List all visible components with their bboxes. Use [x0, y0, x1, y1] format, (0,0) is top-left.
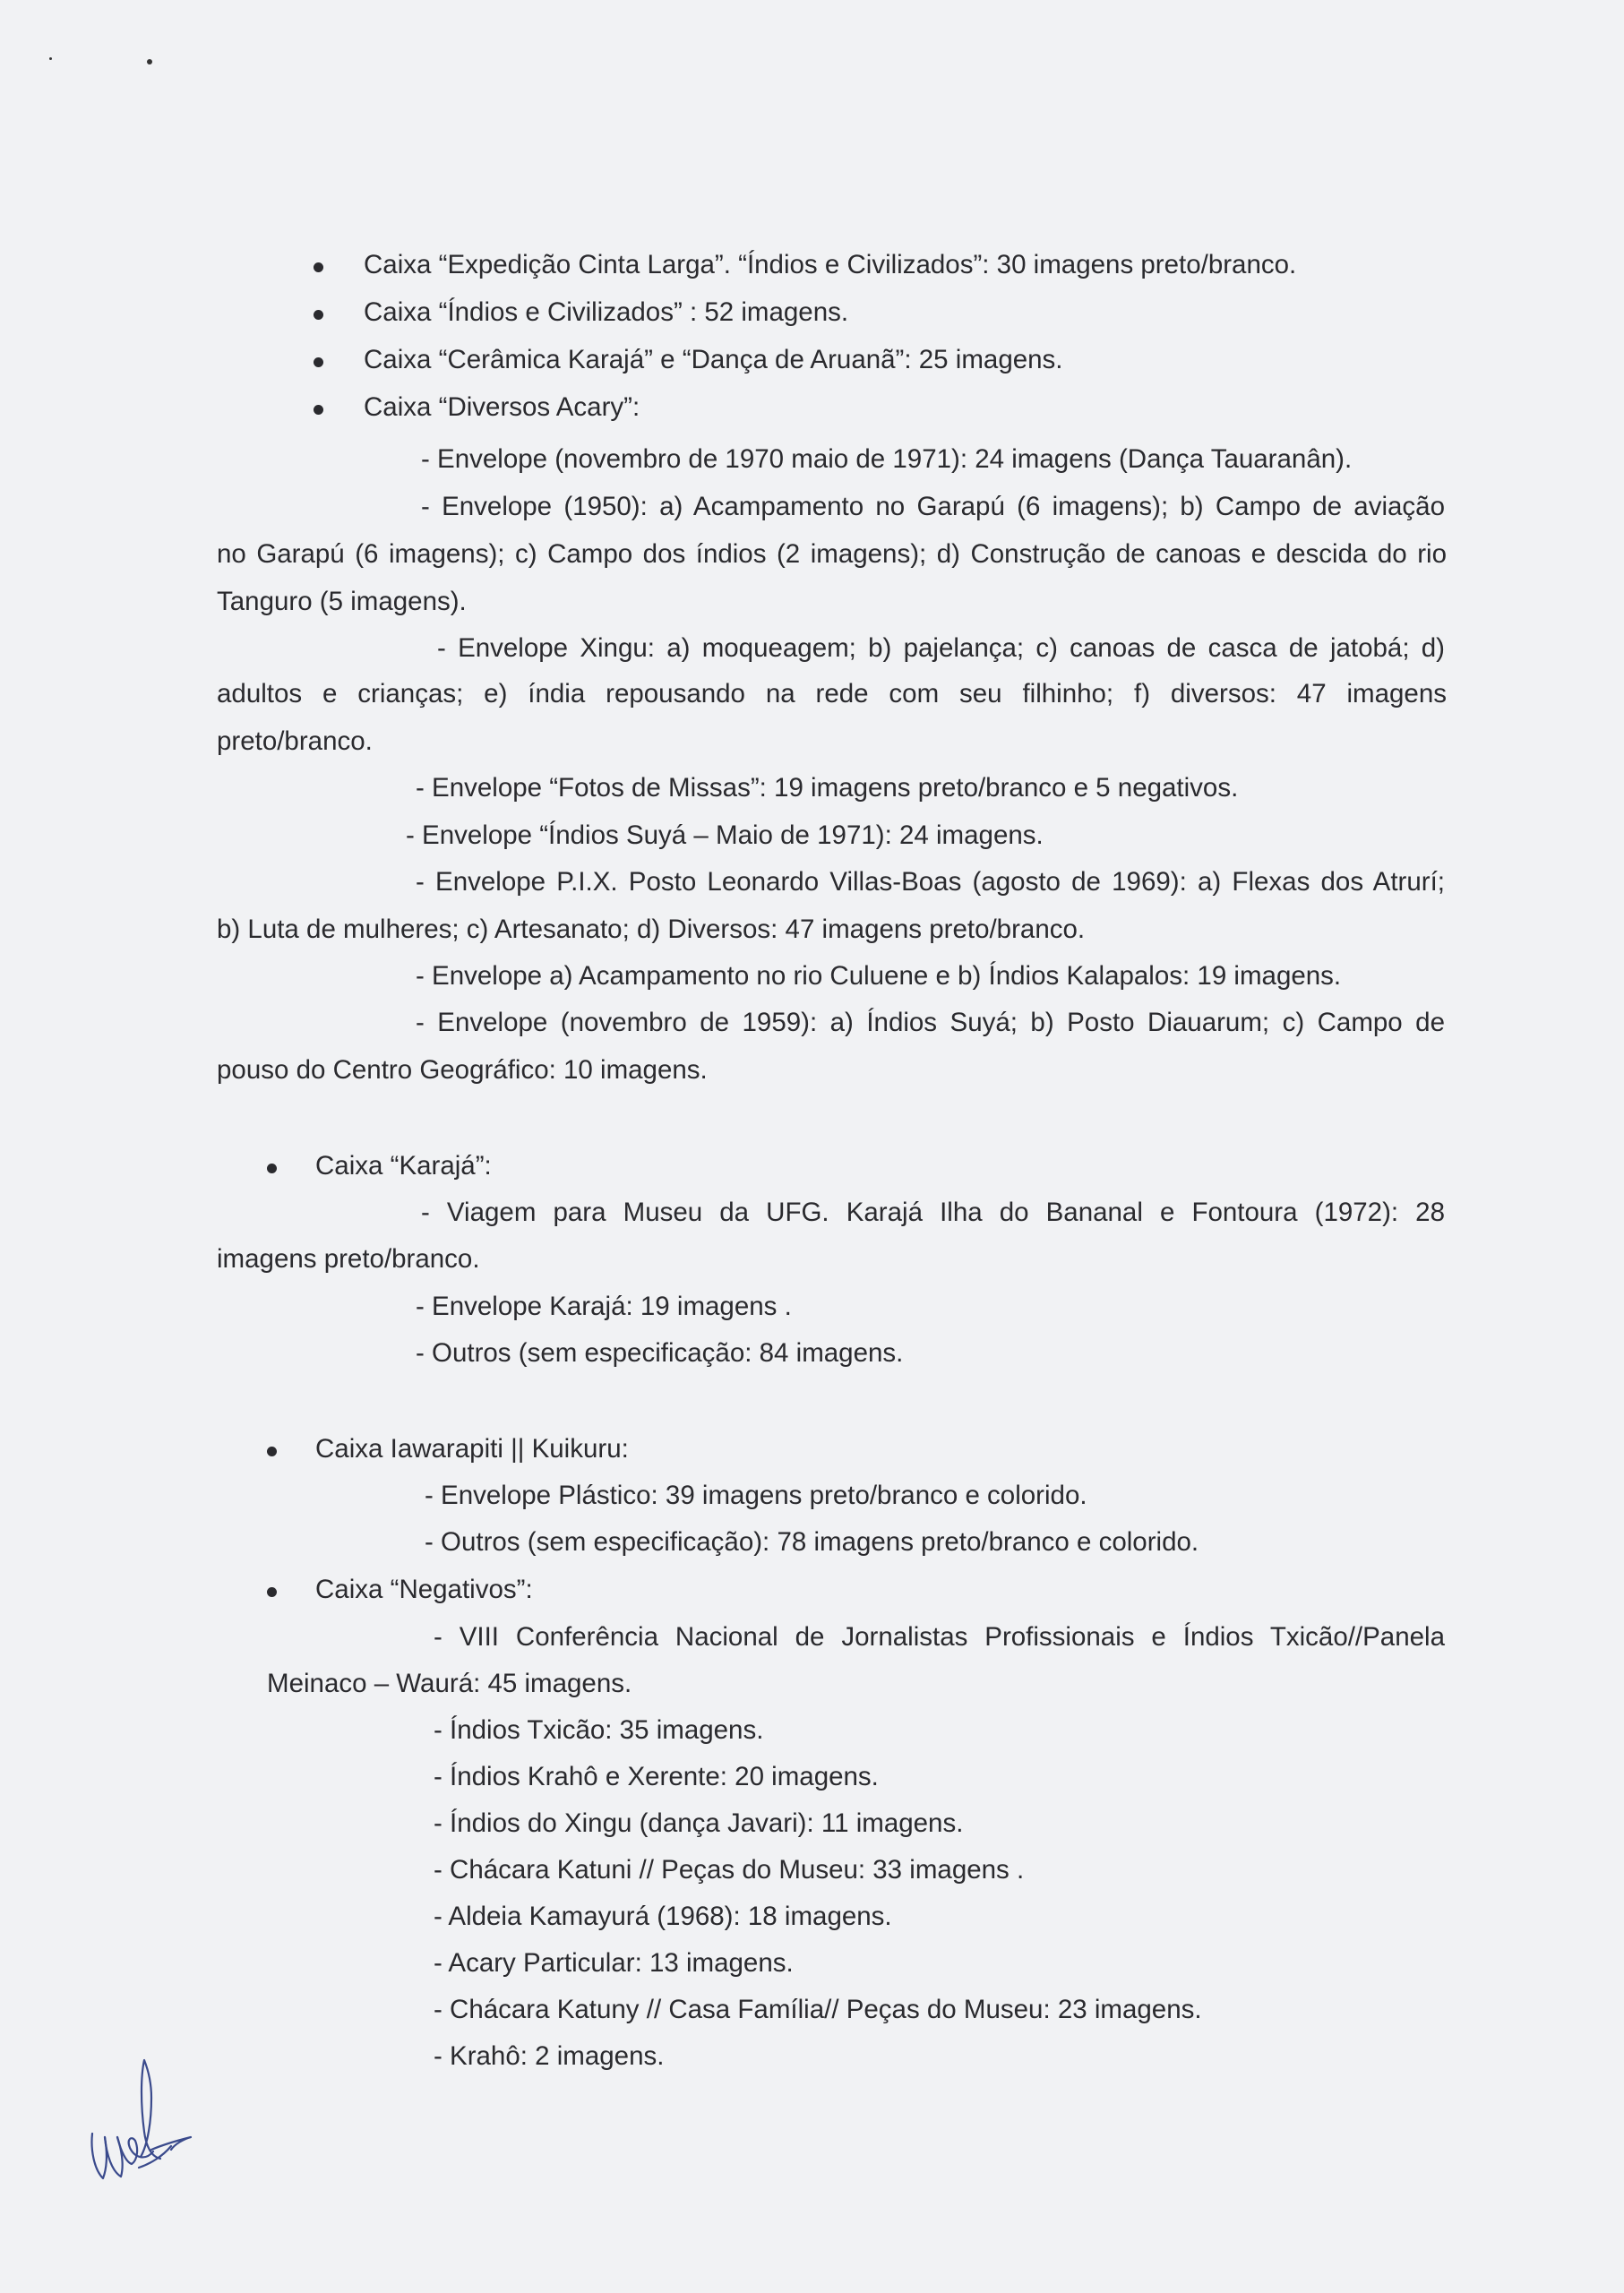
signature-initials — [85, 2051, 202, 2203]
text-line: no Garapú (6 imagens); c) Campo dos índios (2 imagens); d) Construção de canoas e descida do rio — [217, 539, 1447, 569]
text-line: - Envelope “Fotos de Missas”: 19 imagens preto/branco e 5 negativos. — [416, 773, 1239, 803]
text-line: Meinaco – Waurá: 45 imagens. — [267, 1669, 632, 1698]
text-line: - Índios Txicão: 35 imagens. — [434, 1715, 764, 1745]
scan-speck — [147, 59, 152, 64]
bullet — [314, 310, 323, 320]
text-line: - Outros (sem especificação: 84 imagens. — [416, 1338, 904, 1368]
bullet — [314, 405, 323, 415]
text-line: - Envelope Plástico: 39 imagens preto/branco e colorido. — [425, 1481, 1087, 1510]
list-item: Caixa “Expedição Cinta Larga”. “Índios e Civilizados”: 30 imagens preto/branco. — [364, 250, 1297, 279]
text-line: - Chácara Katuni // Peças do Museu: 33 imagens . — [434, 1855, 1025, 1885]
bullet — [267, 1587, 277, 1597]
text-line: - Índios do Xingu (dança Javari): 11 imagens. — [434, 1808, 964, 1838]
text-line: - Envelope a) Acampamento no rio Culuene e b) Índios Kalapalos: 19 imagens. — [416, 961, 1342, 991]
text-line: - Krahô: 2 imagens. — [434, 2041, 665, 2071]
text-line: - Envelope (novembro de 1970 maio de 1971): 24 imagens (Dança Tauaranân). — [421, 444, 1353, 474]
text-line: - Aldeia Kamayurá (1968): 18 imagens. — [434, 1902, 892, 1931]
text-line: adultos e crianças; e) índia repousando na rede com seu filhinho; f) diversos: 47 imagens — [217, 679, 1447, 709]
text-line: - Envelope Karajá: 19 imagens . — [416, 1292, 792, 1321]
bullet — [267, 1164, 277, 1173]
text-line: - Envelope (1950): a) Acampamento no Garapú (6 imagens); b) Campo de aviação — [421, 492, 1445, 521]
text-line: - Envelope P.I.X. Posto Leonardo Villas-Boas (agosto de 1969): a) Flexas dos Atrurí; — [416, 867, 1445, 897]
list-item: Caixa “Negativos”: — [315, 1575, 533, 1604]
list-item: Caixa Iawarapiti || Kuikuru: — [315, 1434, 629, 1464]
text-line: - Viagem para Museu da UFG. Karajá Ilha do Bananal e Fontoura (1972): 28 — [421, 1198, 1445, 1227]
scan-speck — [49, 57, 52, 60]
text-line: - Acary Particular: 13 imagens. — [434, 1948, 794, 1978]
text-line: - VIII Conferência Nacional de Jornalistas Profissionais e Índios Txicão//Panela — [434, 1622, 1445, 1652]
list-item: Caixa “Cerâmica Karajá” e “Dança de Aruanã”: 25 imagens. — [364, 345, 1063, 374]
text-line: - Envelope “Índios Suyá – Maio de 1971): 24 imagens. — [406, 820, 1044, 850]
text-line: preto/branco. — [217, 726, 373, 756]
text-line: b) Luta de mulheres; c) Artesanato; d) Diversos: 47 imagens preto/branco. — [217, 915, 1086, 944]
text-line: - Outros (sem especificação): 78 imagens preto/branco e colorido. — [425, 1527, 1199, 1557]
text-line: - Envelope Xingu: a) moqueagem; b) pajelança; c) canoas de casca de jatobá; d) — [437, 633, 1445, 663]
text-line: pouso do Centro Geográfico: 10 imagens. — [217, 1055, 708, 1085]
list-item: Caixa “Índios e Civilizados” : 52 imagens. — [364, 297, 849, 327]
bullet — [314, 357, 323, 367]
text-line: - Envelope (novembro de 1959): a) Índios Suyá; b) Posto Diauarum; c) Campo de — [416, 1008, 1445, 1037]
list-item: Caixa “Karajá”: — [315, 1151, 492, 1181]
bullet — [314, 262, 323, 272]
list-item: Caixa “Diversos Acary”: — [364, 392, 640, 422]
bullet — [267, 1447, 277, 1456]
text-line: imagens preto/branco. — [217, 1244, 480, 1274]
text-line: Tanguro (5 imagens). — [217, 587, 467, 616]
text-line: - Índios Krahô e Xerente: 20 imagens. — [434, 1762, 879, 1791]
text-line: - Chácara Katuny // Casa Família// Peças do Museu: 23 imagens. — [434, 1995, 1202, 2024]
